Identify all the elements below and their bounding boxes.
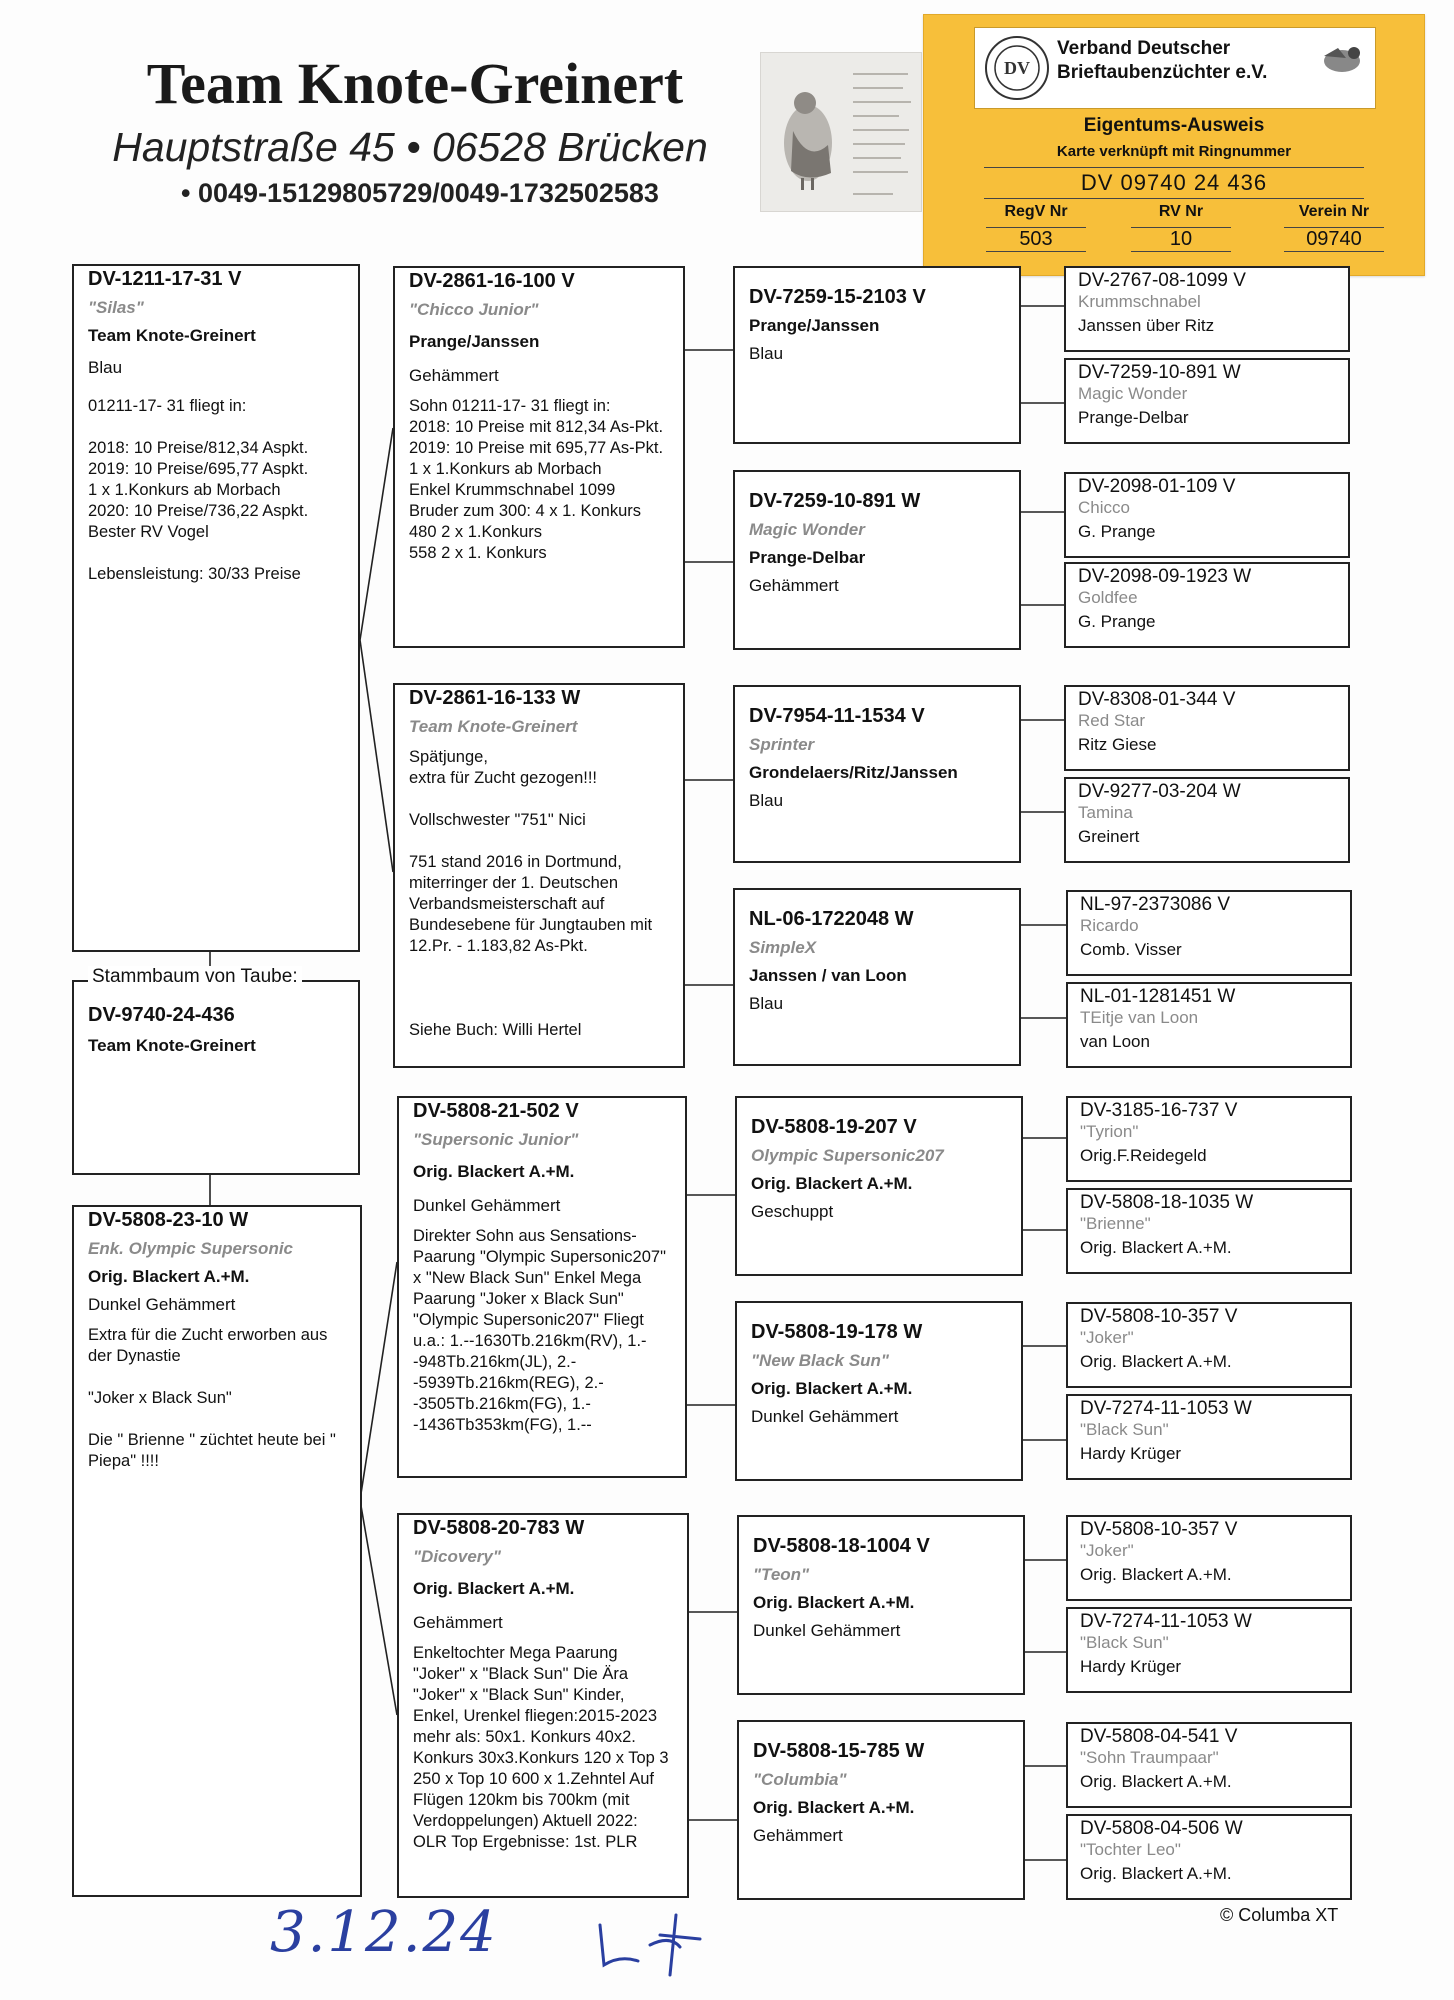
gen3-name: Olympic Supersonic207: [751, 1146, 944, 1165]
gen4-box-14: [1066, 1607, 1352, 1693]
gen3-box-8: [737, 1720, 1025, 1900]
gen2-box-2: [393, 683, 685, 1068]
gen4-ring: DV-9277-03-204 W: [1078, 781, 1241, 802]
gen4-name: "Tyrion": [1080, 1122, 1139, 1141]
gen4-name: "Black Sun": [1080, 1633, 1169, 1652]
gen3-box-7: [737, 1515, 1025, 1695]
gen4-ring: NL-97-2373086 V: [1080, 894, 1230, 915]
gen3-ring: DV-7259-10-891 W: [749, 490, 921, 512]
gen4-box-1: [1064, 266, 1350, 352]
gen3-color: Blau: [749, 994, 784, 1013]
gen4-box-4: [1064, 562, 1350, 648]
gen3-color: Blau: [749, 344, 784, 363]
gen3-breeder: Orig. Blackert A.+M.: [753, 1798, 915, 1817]
gen4-breeder: Greinert: [1078, 827, 1140, 846]
gen2-box-4: [397, 1513, 689, 1898]
gen3-breeder: Janssen / van Loon: [749, 966, 907, 985]
gen3-breeder: Orig. Blackert A.+M.: [753, 1593, 915, 1612]
mother-color: Dunkel Gehämmert: [88, 1295, 236, 1314]
breeder-phone: • 0049-15129805729/0049-1732502583: [181, 178, 659, 208]
breeder-address: Hauptstraße 45 • 06528 Brücken: [112, 124, 708, 170]
gen4-box-8: [1066, 982, 1352, 1068]
gen4-breeder: Prange-Delbar: [1078, 408, 1189, 427]
pigeon-image-icon: [773, 83, 843, 193]
father-breeder: Team Knote-Greinert: [88, 326, 256, 345]
father-ring: DV-1211-17-31 V: [88, 268, 242, 290]
card-rv-value: 10: [1131, 227, 1231, 252]
gen4-breeder: Hardy Krüger: [1080, 1657, 1182, 1676]
gen4-name: Ricardo: [1080, 916, 1139, 935]
gen4-box-12: [1066, 1394, 1352, 1480]
gen3-name: Magic Wonder: [749, 520, 865, 539]
gen4-box-9: [1066, 1096, 1352, 1182]
gen3-breeder: Prange-Delbar: [749, 548, 866, 567]
gen4-box-11: [1066, 1302, 1352, 1388]
gen2-breeder: Orig. Blackert A.+M.: [413, 1162, 575, 1181]
gen4-box-15: [1066, 1722, 1352, 1808]
gen3-ring: DV-7259-15-2103 V: [749, 286, 926, 308]
gen4-box-10: [1066, 1188, 1352, 1274]
gen2-ring: DV-2861-16-100 V: [409, 270, 575, 292]
gen4-breeder: Comb. Visser: [1080, 940, 1182, 959]
gen4-ring: DV-7274-11-1053 W: [1080, 1611, 1252, 1632]
father-box: [72, 264, 360, 952]
gen3-name: "Columbia": [753, 1770, 847, 1789]
vdb-seal-icon: [983, 34, 1051, 102]
pigeon-photo-thumbnail: [760, 52, 922, 212]
gen2-notes: Spätjunge, extra für Zucht gezogen!!! Vollschwester "751" Nici 751 stand 2016 in Dortmund, miterringer der 1. Deutschen Verbandsmeisterschaft auf Bundesebene für Jungtauben mit 12.Pr. - 1.183,82 As-Pkt. Siehe Buch: Willi Hertel: [409, 748, 653, 1039]
gen2-name: "Dicovery": [413, 1547, 501, 1566]
gen4-breeder: Orig.F.Reidegeld: [1080, 1146, 1207, 1165]
gen3-color: Blau: [749, 791, 784, 810]
gen4-breeder: Orig. Blackert A.+M.: [1080, 1772, 1232, 1791]
card-rv-label: RV Nr: [1158, 203, 1204, 220]
pigeon-logo-icon: [1320, 42, 1364, 76]
gen2-ring: DV-2861-16-133 W: [409, 687, 581, 709]
gen4-breeder: G. Prange: [1078, 522, 1156, 541]
gen2-notes: Enkeltochter Mega Paarung "Joker" x "Black Sun" Die Ära "Joker" x "Black Sun" Kinder, Enkel, Urenkel fliegen:2015-2023 mehr als: 50x1. Konkurs 40x2. Konkurs 30x3.Konkurs 120 x Top 3 250 x Top 10 600 x 1.Zehntel Auf Flügen 120km bis 700km (mit Verdoppelungen) Aktuell 2022: OLR Top Ergebnisse: 1st. PLR: [413, 1644, 669, 1851]
subject-box: [72, 980, 360, 1175]
gen4-box-6: [1064, 777, 1350, 863]
gen3-ring: DV-7954-11-1534 V: [749, 705, 925, 727]
gen2-box-3: [397, 1096, 687, 1478]
gen4-ring: DV-5808-10-357 V: [1080, 1519, 1238, 1540]
signature-mark-icon: [590, 1905, 730, 1985]
gen2-breeder: Orig. Blackert A.+M.: [413, 1579, 575, 1598]
gen3-breeder: Prange/Janssen: [749, 316, 880, 335]
gen4-ring: DV-5808-10-357 V: [1080, 1306, 1238, 1327]
gen4-ring: DV-2098-01-109 V: [1078, 476, 1236, 497]
gen2-box-1: [393, 266, 685, 648]
handwritten-date: 3.12.24: [270, 1900, 498, 1965]
gen2-notes: Sohn 01211-17- 31 fliegt in: 2018: 10 Preise mit 812,34 As-Pkt. 2019: 10 Preise mit 695,77 As-Pkt. 1 x 1.Konkurs ab Morbach Enkel Krummschnabel 1099 Bruder zum 300: 4 x 1. Konkurs 480 2 x 1.Konkurs 558 2 x 1. Konkurs: [409, 397, 664, 562]
gen3-name: Sprinter: [749, 735, 815, 754]
gen3-name: "New Black Sun": [751, 1351, 889, 1370]
gen4-ring: DV-5808-04-506 W: [1080, 1818, 1243, 1839]
gen2-name: "Chicco Junior": [409, 300, 539, 319]
gen2-notes: Direkter Sohn aus Sensations-Paarung "Olympic Supersonic207" x "New Black Sun" Enkel Mega Paarung "Joker x Black Sun" "Olympic Supersonic207" Fliegt u.a.: 1.--1630Tb.216km(RV), 1.--948Tb.216km(JL), 2.--5939Tb.216km(REG), 2.--3505Tb.216km(FG), 1.--1436Tb353km(FG), 1.--: [413, 1227, 666, 1434]
gen3-box-5: [735, 1096, 1023, 1276]
gen3-box-2: [733, 470, 1021, 650]
gen3-name: "Teon": [753, 1565, 810, 1584]
gen4-ring: DV-5808-18-1035 W: [1080, 1192, 1254, 1213]
gen3-color: Geschuppt: [751, 1202, 834, 1221]
gen4-ring: DV-3185-16-737 V: [1080, 1100, 1238, 1121]
mother-box: [72, 1205, 362, 1897]
subject-ring: DV-9740-24-436: [88, 1004, 235, 1026]
card-regv-label: RegV Nr: [1004, 203, 1068, 220]
gen2-color: Gehämmert: [409, 366, 499, 385]
gen4-breeder: Orig. Blackert A.+M.: [1080, 1565, 1232, 1584]
card-org-line2: Brieftaubenzüchter e.V.: [1057, 62, 1268, 83]
gen4-name: Red Star: [1078, 711, 1146, 730]
gen4-name: Chicco: [1078, 498, 1130, 517]
breeder-title: Team Knote-Greinert: [146, 51, 684, 116]
gen4-breeder: Ritz Giese: [1078, 735, 1157, 754]
gen3-ring: DV-5808-15-785 W: [753, 1740, 925, 1762]
gen4-name: "Joker": [1080, 1328, 1134, 1347]
gen4-ring: DV-7274-11-1053 W: [1080, 1398, 1252, 1419]
card-org-line1: Verband Deutscher: [1057, 38, 1231, 59]
gen3-breeder: Orig. Blackert A.+M.: [751, 1174, 913, 1193]
gen3-color: Gehämmert: [749, 576, 839, 595]
gen3-color: Gehämmert: [753, 1826, 843, 1845]
gen2-ring: DV-5808-21-502 V: [413, 1100, 579, 1122]
gen4-breeder: Orig. Blackert A.+M.: [1080, 1352, 1232, 1371]
mother-name: Enk. Olympic Supersonic: [88, 1239, 294, 1258]
gen4-ring: DV-2767-08-1099 V: [1078, 270, 1246, 291]
gen2-color: Gehämmert: [413, 1613, 503, 1632]
gen4-breeder: Hardy Krüger: [1080, 1444, 1182, 1463]
gen4-box-16: [1066, 1814, 1352, 1900]
ownership-card: [923, 14, 1425, 276]
gen4-box-2: [1064, 358, 1350, 444]
gen4-ring: NL-01-1281451 W: [1080, 986, 1236, 1007]
gen2-breeder: Prange/Janssen: [409, 332, 540, 351]
gen4-name: "Tochter Leo": [1080, 1840, 1181, 1859]
card-subheading: Karte verknüpft mit Ringnummer: [1056, 143, 1292, 160]
gen3-color: Dunkel Gehämmert: [751, 1407, 899, 1426]
gen4-ring: DV-7259-10-891 W: [1078, 362, 1241, 383]
gen2-name: "Supersonic Junior": [413, 1130, 579, 1149]
gen2-name: Team Knote-Greinert: [409, 717, 578, 736]
copyright-text: © Columba XT: [1220, 1905, 1339, 1925]
gen4-breeder: G. Prange: [1078, 612, 1156, 631]
gen4-breeder: Orig. Blackert A.+M.: [1080, 1238, 1232, 1257]
gen4-box-7: [1066, 890, 1352, 976]
mother-ring: DV-5808-23-10 W: [88, 1209, 249, 1231]
card-regv-value: 503: [986, 227, 1086, 252]
gen3-name: SimpleX: [749, 938, 817, 957]
father-color: Blau: [88, 358, 123, 377]
father-name: "Silas": [88, 298, 144, 317]
pedigree-of-label: Stammbaum von Taube:: [88, 966, 302, 988]
gen3-ring: NL-06-1722048 W: [749, 908, 914, 930]
gen3-box-3: [733, 685, 1021, 863]
gen4-name: "Brienne": [1080, 1214, 1151, 1233]
gen4-breeder: van Loon: [1080, 1032, 1150, 1051]
gen4-name: TEitje van Loon: [1080, 1008, 1199, 1027]
card-ring-number: DV 09740 24 436: [984, 167, 1364, 199]
gen3-box-4: [733, 888, 1021, 1066]
gen4-name: "Black Sun": [1080, 1420, 1169, 1439]
gen3-ring: DV-5808-18-1004 V: [753, 1535, 930, 1557]
gen4-box-3: [1064, 472, 1350, 558]
card-heading: Eigentums-Ausweis: [1083, 115, 1265, 136]
mother-breeder: Orig. Blackert A.+M.: [88, 1267, 250, 1286]
gen4-name: Tamina: [1078, 803, 1133, 822]
gen4-ring: DV-2098-09-1923 W: [1078, 566, 1252, 587]
card-verein-value: 09740: [1284, 227, 1384, 252]
gen4-name: "Sohn Traumpaar": [1080, 1748, 1219, 1767]
gen3-ring: DV-5808-19-178 W: [751, 1321, 923, 1343]
gen3-box-1: [733, 266, 1021, 444]
gen3-breeder: Grondelaers/Ritz/Janssen: [749, 763, 958, 782]
gen3-ring: DV-5808-19-207 V: [751, 1116, 917, 1138]
gen2-color: Dunkel Gehämmert: [413, 1196, 561, 1215]
father-notes: 01211-17- 31 fliegt in: 2018: 10 Preise/812,34 Aspkt. 2019: 10 Preise/695,77 Aspkt. 1 x 1.Konkurs ab Morbach 2020: 10 Preise/736,22 Aspkt. Bester RV Vogel Lebensleistung: 30/33 Preise: [88, 397, 309, 583]
gen3-breeder: Orig. Blackert A.+M.: [751, 1379, 913, 1398]
gen4-name: Magic Wonder: [1078, 384, 1188, 403]
card-verein-label: Verein Nr: [1298, 203, 1370, 220]
gen3-color: Dunkel Gehämmert: [753, 1621, 901, 1640]
gen4-ring: DV-8308-01-344 V: [1078, 689, 1236, 710]
gen4-box-5: [1064, 685, 1350, 771]
gen4-breeder: Janssen über Ritz: [1078, 316, 1215, 335]
gen4-ring: DV-5808-04-541 V: [1080, 1726, 1238, 1747]
gen4-box-13: [1066, 1515, 1352, 1601]
gen4-breeder: Orig. Blackert A.+M.: [1080, 1864, 1232, 1883]
mother-notes: Extra für die Zucht erworben aus der Dynastie "Joker x Black Sun" Die " Brienne " züchtet heute bei " Piepa" !!!!: [88, 1326, 336, 1470]
gen4-name: Krummschnabel: [1078, 292, 1201, 311]
card-org-name: [1057, 37, 1267, 85]
gen4-name: Goldfee: [1078, 588, 1138, 607]
gen4-name: "Joker": [1080, 1541, 1134, 1560]
subject-breeder: Team Knote-Greinert: [88, 1036, 256, 1055]
gen2-ring: DV-5808-20-783 W: [413, 1517, 585, 1539]
gen3-box-6: [735, 1301, 1023, 1481]
svg-text:DV: DV: [1004, 58, 1030, 78]
